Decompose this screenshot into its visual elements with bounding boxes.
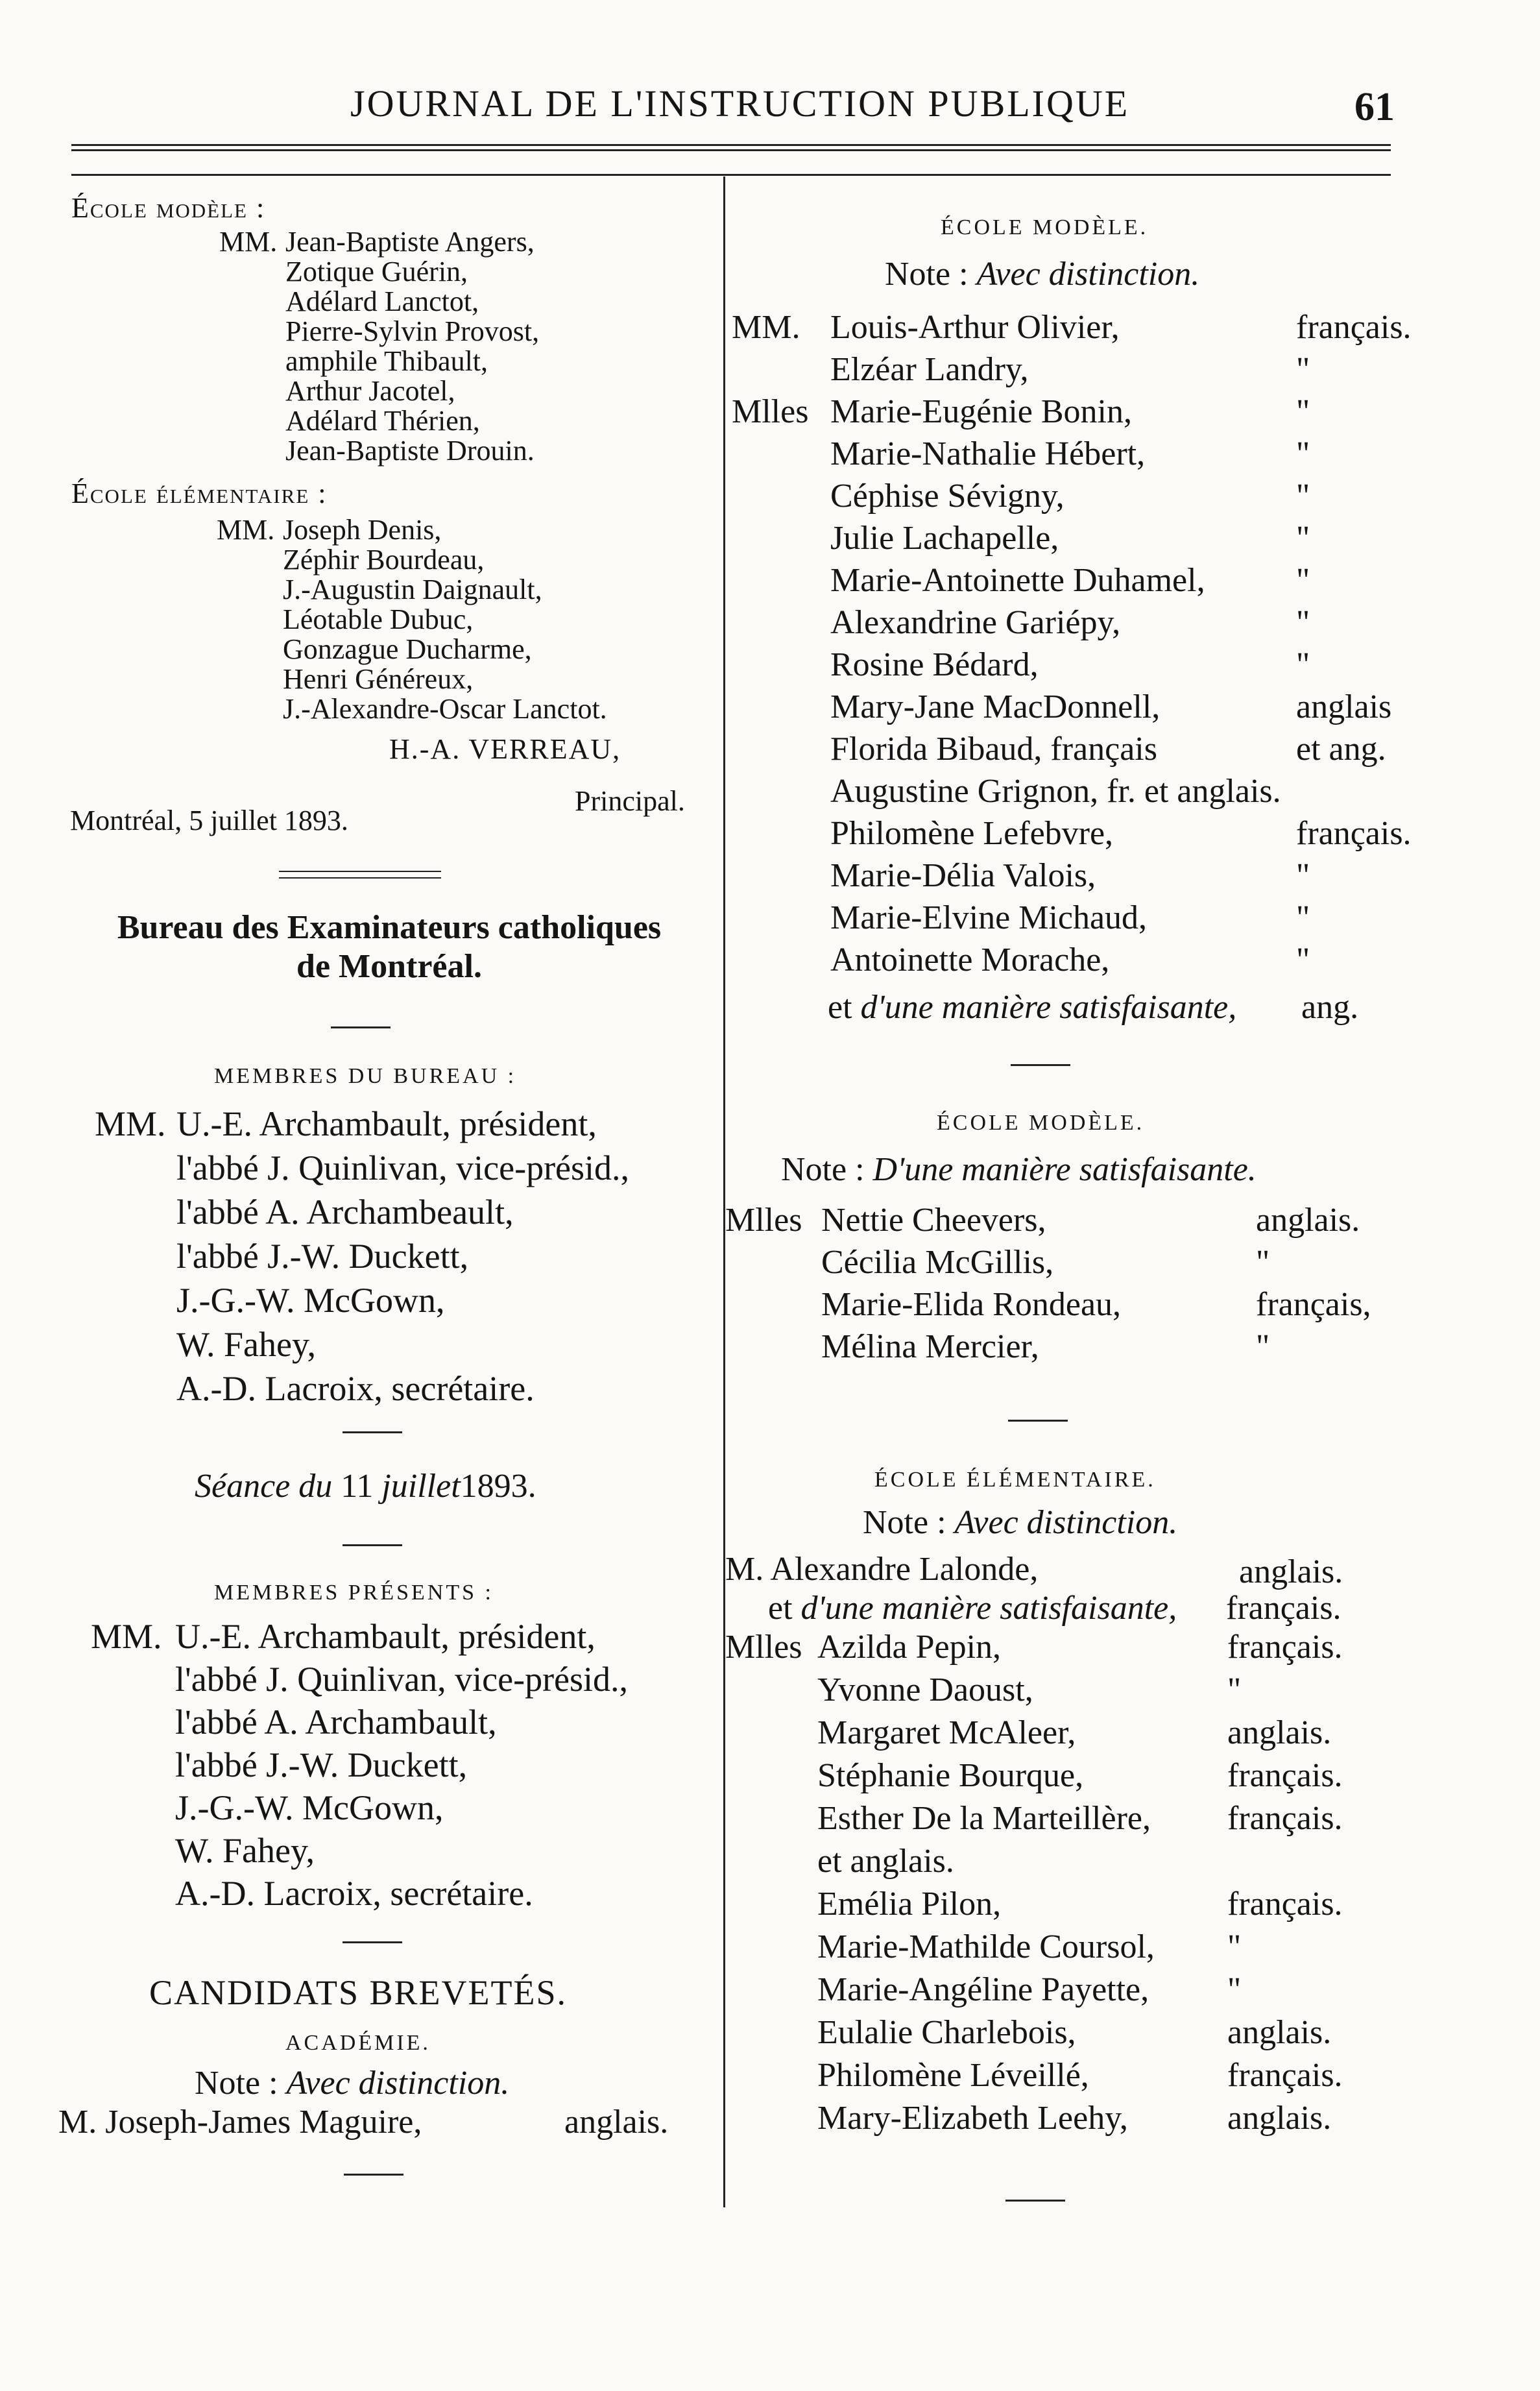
row-lang: " bbox=[1296, 478, 1310, 515]
name-line: Adélard Thérien, bbox=[285, 405, 480, 437]
name-line: Joseph Denis, bbox=[283, 514, 442, 546]
row-lang: anglais. bbox=[1227, 2100, 1332, 2137]
tail-row bbox=[828, 988, 1236, 1028]
row-name: Mélina Mercier, bbox=[821, 1328, 1039, 1365]
row-name: Elzéar Landry, bbox=[830, 351, 1029, 388]
row-name: Margaret McAleer, bbox=[817, 1714, 1076, 1751]
divider bbox=[331, 1026, 391, 1028]
row-lang: anglais. bbox=[1227, 1714, 1332, 1751]
members-heading: MEMBRES PRÉSENTS : bbox=[214, 1581, 494, 1605]
name-line: l'abbé J. Quinlivan, vice-présid., bbox=[176, 1148, 630, 1187]
name-line: Jean-Baptiste Drouin. bbox=[285, 435, 535, 467]
row-name: Antoinette Morache, bbox=[830, 941, 1110, 978]
prefix: MM. bbox=[217, 514, 275, 546]
row-lang: " bbox=[1296, 899, 1310, 936]
row-lang: " bbox=[1296, 351, 1310, 388]
divider bbox=[344, 2174, 403, 2176]
row-name: Nettie Cheevers, bbox=[821, 1202, 1046, 1239]
row-prefix: Mlles bbox=[732, 393, 809, 430]
entry-lang: anglais. bbox=[1239, 1553, 1343, 1590]
note-value: Avec distinction. bbox=[286, 2065, 510, 2102]
members-heading: MEMBRES DU BUREAU : bbox=[214, 1064, 517, 1088]
row-name: Mary-Jane MacDonnell, bbox=[830, 688, 1161, 725]
section-heading: École modèle : bbox=[71, 192, 266, 224]
entry-name: Alexandre Lalonde, bbox=[770, 1551, 1039, 1588]
row-name: Marie-Eugénie Bonin, bbox=[830, 393, 1132, 430]
header-rule bbox=[71, 174, 1391, 176]
row-lang: français. bbox=[1227, 1629, 1343, 1666]
row-name: Azilda Pepin, bbox=[817, 1629, 1002, 1666]
row-name: Marie-Antoinette Duhamel, bbox=[830, 562, 1205, 599]
note-label: Note : bbox=[195, 2065, 278, 2102]
name-line: l'abbé J.-W. Duckett, bbox=[175, 1745, 468, 1784]
row-lang: " bbox=[1296, 646, 1310, 683]
bureau-title: de Montréal. bbox=[296, 948, 482, 985]
place-date: Montréal, 5 juillet 1893. bbox=[70, 805, 348, 836]
name-line: U.-E. Archambault, président, bbox=[176, 1104, 597, 1143]
note-value: Avec distinction. bbox=[976, 256, 1200, 293]
entry-lang: français. bbox=[1226, 1590, 1341, 1627]
row-lang: anglais. bbox=[1227, 2014, 1332, 2051]
row-name: Julie Lachapelle, bbox=[830, 520, 1059, 557]
seance-date bbox=[195, 1466, 536, 1507]
tail-prefix: et bbox=[828, 989, 852, 1026]
signature-title: Principal. bbox=[575, 785, 685, 817]
name-line: A.-D. Lacroix, secrétaire. bbox=[175, 1874, 533, 1913]
tail-lang: ang. bbox=[1301, 989, 1359, 1026]
candidate-prefix: M. bbox=[58, 2104, 97, 2141]
journal-title: JOURNAL DE L'INSTRUCTION PUBLIQUE bbox=[350, 82, 1130, 125]
row-lang: français. bbox=[1227, 1886, 1343, 1923]
section-heading: École élémentaire : bbox=[71, 478, 328, 509]
divider bbox=[1005, 2200, 1065, 2202]
name-line: Léotable Dubuc, bbox=[283, 603, 474, 635]
academie-heading: ACADÉMIE. bbox=[285, 2031, 431, 2055]
row-prefix: Mlles bbox=[725, 1629, 802, 1666]
name-line: Arthur Jacotel, bbox=[285, 375, 455, 407]
divider bbox=[1008, 1420, 1068, 1422]
seance-month: juillet bbox=[381, 1468, 461, 1505]
row-lang: anglais. bbox=[1256, 1202, 1360, 1239]
entry-row bbox=[768, 1588, 1177, 1629]
note-value: D'une manière satisfaisante. bbox=[872, 1151, 1257, 1188]
row-lang: " bbox=[1227, 1971, 1242, 2008]
note-line bbox=[781, 1150, 1257, 1190]
row-lang: " bbox=[1227, 1671, 1242, 1708]
row-name: Stéphanie Bourque, bbox=[817, 1757, 1084, 1794]
block-heading: ÉCOLE MODÈLE. bbox=[941, 215, 1149, 239]
candidate-lang: anglais. bbox=[564, 2104, 669, 2141]
row-lang: " bbox=[1256, 1244, 1270, 1281]
header-rule bbox=[71, 144, 1391, 146]
name-line: Zotique Guérin, bbox=[285, 256, 468, 287]
name-line: l'abbé J.-W. Duckett, bbox=[176, 1237, 469, 1276]
block-heading: ÉCOLE ÉLÉMENTAIRE. bbox=[874, 1468, 1156, 1492]
row-lang: " bbox=[1256, 1328, 1270, 1365]
seance-year: 1893. bbox=[460, 1468, 536, 1505]
entry-italic: d'une manière satisfaisante, bbox=[800, 1590, 1177, 1627]
divider bbox=[343, 1431, 402, 1433]
note-label: Note : bbox=[781, 1151, 865, 1188]
name-line: l'abbé A. Archambault, bbox=[175, 1703, 497, 1742]
name-line: J.-G.-W. McGown, bbox=[175, 1788, 444, 1827]
row-name: Emélia Pilon, bbox=[817, 1886, 1002, 1923]
page-number: 61 bbox=[1354, 85, 1395, 129]
row-lang: et ang. bbox=[1296, 731, 1386, 768]
row-name: Philomène Léveillé, bbox=[817, 2057, 1089, 2094]
row-name: Marie-Mathilde Coursol, bbox=[817, 1928, 1155, 1965]
block-heading: ÉCOLE MODÈLE. bbox=[937, 1111, 1145, 1135]
name-line: l'abbé A. Archambeault, bbox=[176, 1193, 514, 1232]
note-label: Note : bbox=[885, 256, 969, 293]
name-line: W. Fahey, bbox=[175, 1831, 315, 1870]
row-name: Marie-Elvine Michaud, bbox=[830, 899, 1148, 936]
row-prefix: Mlles bbox=[725, 1202, 802, 1239]
prefix: MM. bbox=[95, 1104, 166, 1143]
row-lang: " bbox=[1296, 520, 1310, 557]
name-line: W. Fahey, bbox=[176, 1325, 316, 1364]
row-lang: " bbox=[1227, 1928, 1242, 1965]
note-line bbox=[195, 2063, 509, 2104]
row-name: Eulalie Charlebois, bbox=[817, 2014, 1076, 2051]
name-line: Pierre-Sylvin Provost, bbox=[285, 315, 540, 347]
name-line: J.-Augustin Daignault, bbox=[283, 574, 542, 605]
name-line: amphile Thibault, bbox=[285, 345, 488, 377]
bureau-title: Bureau des Examinateurs catholiques bbox=[117, 909, 662, 946]
row-prefix: MM. bbox=[732, 309, 800, 346]
row-name: Yvonne Daoust, bbox=[817, 1671, 1033, 1708]
row-lang: " bbox=[1296, 604, 1310, 641]
note-line bbox=[863, 1503, 1177, 1543]
row-name: Marie-Elida Rondeau, bbox=[821, 1286, 1122, 1323]
entry-prefix: et bbox=[768, 1590, 793, 1627]
row-lang: français, bbox=[1256, 1286, 1371, 1323]
row-lang: anglais bbox=[1296, 688, 1392, 725]
note-label: Note : bbox=[863, 1504, 946, 1541]
name-line: J.-Alexandre-Oscar Lanctot. bbox=[283, 693, 607, 725]
name-line: U.-E. Archambault, président, bbox=[175, 1617, 596, 1656]
candidate-name: Joseph-James Maguire, bbox=[105, 2104, 422, 2141]
row-lang: " bbox=[1296, 857, 1310, 894]
row-lang: français. bbox=[1227, 1757, 1343, 1794]
divider bbox=[279, 871, 441, 879]
row-name: Mary-Elizabeth Leehy, bbox=[817, 2100, 1128, 2137]
note-value: Avec distinction. bbox=[954, 1504, 1178, 1541]
tail-italic: d'une manière satisfaisante, bbox=[860, 989, 1237, 1026]
entry-row bbox=[725, 1549, 1038, 1590]
entry-prefix: M. bbox=[725, 1551, 764, 1588]
candidate-row bbox=[58, 2102, 422, 2142]
row-lang: français. bbox=[1296, 815, 1412, 852]
name-line: Jean-Baptiste Angers, bbox=[285, 226, 535, 258]
row-lang: français. bbox=[1296, 309, 1412, 346]
prefix: MM. bbox=[91, 1617, 162, 1656]
row-name: Philomène Lefebvre, bbox=[830, 815, 1114, 852]
row-lang: français. bbox=[1227, 1800, 1343, 1837]
row-name: Florida Bibaud, français bbox=[830, 731, 1157, 768]
row-name: Marie-Délia Valois, bbox=[830, 857, 1096, 894]
seance-day: 11 bbox=[341, 1468, 374, 1505]
row-lang: " bbox=[1296, 941, 1310, 978]
row-name: et anglais. bbox=[817, 1843, 954, 1880]
seance-label: Séance du bbox=[195, 1468, 333, 1505]
divider bbox=[343, 1544, 402, 1546]
signature-name: H.-A. VERREAU, bbox=[389, 733, 621, 765]
name-line: Henri Généreux, bbox=[283, 663, 474, 695]
row-lang: " bbox=[1296, 435, 1310, 472]
row-lang: français. bbox=[1227, 2057, 1343, 2094]
name-line: J.-G.-W. McGown, bbox=[176, 1281, 445, 1320]
note-line bbox=[885, 254, 1199, 295]
row-name: Marie-Angéline Payette, bbox=[817, 1971, 1149, 2008]
row-name: Rosine Bédard, bbox=[830, 646, 1039, 683]
row-name: Esther De la Marteillère, bbox=[817, 1800, 1151, 1837]
row-name: Marie-Nathalie Hébert, bbox=[830, 435, 1146, 472]
name-line: Adélard Lanctot, bbox=[285, 285, 479, 317]
divider bbox=[343, 1941, 402, 1943]
name-line: Zéphir Bourdeau, bbox=[283, 544, 485, 576]
row-name: Augustine Grignon, fr. et anglais. bbox=[830, 773, 1281, 810]
prefix: MM. bbox=[219, 226, 278, 258]
row-lang: " bbox=[1296, 393, 1310, 430]
name-line: l'abbé J. Quinlivan, vice-présid., bbox=[175, 1660, 629, 1699]
column-divider bbox=[723, 176, 725, 2207]
row-name: Cécilia McGillis, bbox=[821, 1244, 1054, 1281]
row-lang: " bbox=[1296, 562, 1310, 599]
name-line: A.-D. Lacroix, secrétaire. bbox=[176, 1369, 535, 1408]
candidats-heading: CANDIDATS BREVETÉS. bbox=[149, 1973, 568, 2012]
divider bbox=[1011, 1064, 1070, 1066]
row-name: Céphise Sévigny, bbox=[830, 478, 1065, 515]
row-name: Alexandrine Gariépy, bbox=[830, 604, 1121, 641]
name-line: Gonzague Ducharme, bbox=[283, 633, 532, 665]
row-name: Louis-Arthur Olivier, bbox=[830, 309, 1120, 346]
header-rule bbox=[71, 149, 1391, 151]
